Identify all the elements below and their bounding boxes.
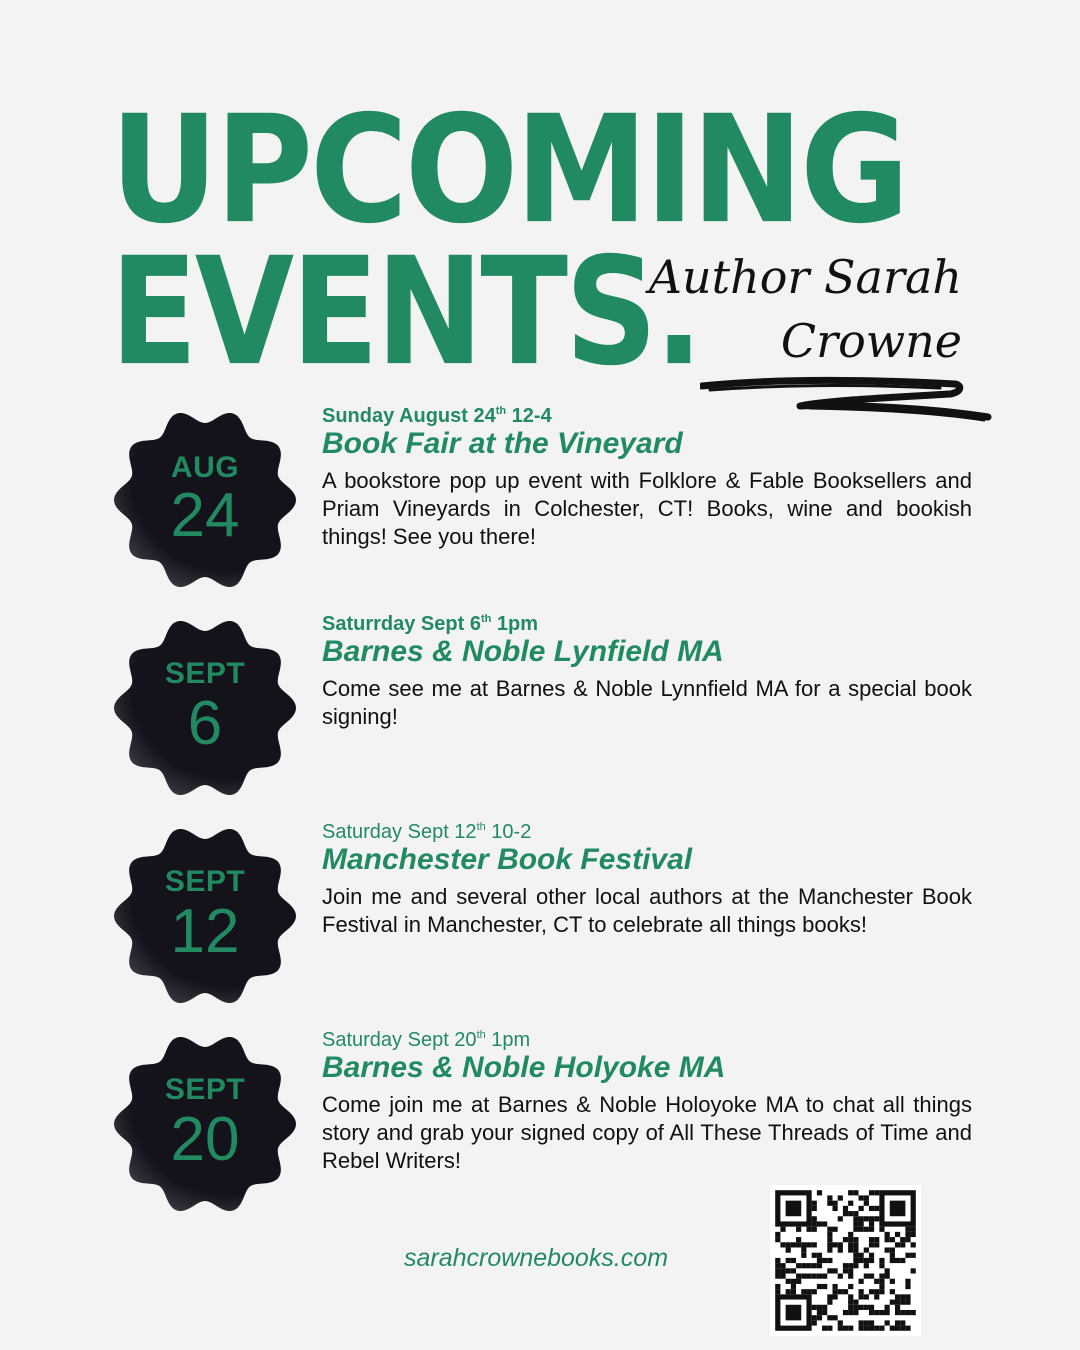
headline-events: EVENTS. — [110, 225, 701, 399]
event-item — [0, 405, 1080, 605]
date-badge — [110, 1029, 300, 1219]
date-badge — [110, 405, 300, 595]
badge-month: SEPT — [164, 657, 246, 690]
author-name-line1: Author Sarah — [648, 250, 962, 304]
event-title: Barnes & Noble Lynfield MA — [322, 635, 724, 668]
event-item — [0, 821, 1080, 1021]
qr-code-icon — [770, 1185, 921, 1336]
badge-day: 12 — [170, 897, 240, 966]
date-badge — [110, 613, 300, 803]
badge-month: SEPT — [164, 865, 246, 898]
badge-day: 6 — [187, 689, 223, 758]
badge-day: 20 — [170, 1105, 240, 1174]
headline-upcoming: UPCOMING — [110, 83, 907, 257]
event-date: Saturday Sept 12th 10-2 — [322, 821, 532, 843]
website-link[interactable]: sarahcrownebooks.com — [404, 1244, 669, 1272]
event-date: Saturday Sept 20th 1pm — [322, 1029, 531, 1051]
event-description: Join me and several other local authors at the Manchester Book Festival in Manchester, CT to celebrate all things books! — [322, 884, 972, 937]
event-description: Come join me at Barnes & Noble Holoyoke MA to chat all things story and grab your signed copy of All These Threads of Time and Rebel Writers! — [322, 1092, 972, 1173]
event-title: Book Fair at the Vineyard — [322, 427, 683, 460]
event-date: Sunday August 24th 12-4 — [322, 405, 552, 427]
badge-month: SEPT — [164, 1073, 246, 1106]
badge-day: 24 — [170, 481, 240, 550]
event-title: Barnes & Noble Holyoke MA — [322, 1051, 726, 1084]
event-title: Manchester Book Festival — [322, 843, 693, 876]
event-item — [0, 613, 1080, 813]
event-description: A bookstore pop up event with Folklore & Fable Booksellers and Priam Vineyards in Colchester, CT! Books, wine and bookish things! See you there! — [322, 468, 972, 549]
badge-month: AUG — [170, 451, 240, 484]
event-description: Come see me at Barnes & Noble Lynnfield MA for a special book signing! — [322, 676, 972, 729]
date-badge — [110, 821, 300, 1011]
event-date: Saturrday Sept 6th 1pm — [322, 613, 539, 635]
author-name-line2: Crowne — [780, 314, 962, 368]
